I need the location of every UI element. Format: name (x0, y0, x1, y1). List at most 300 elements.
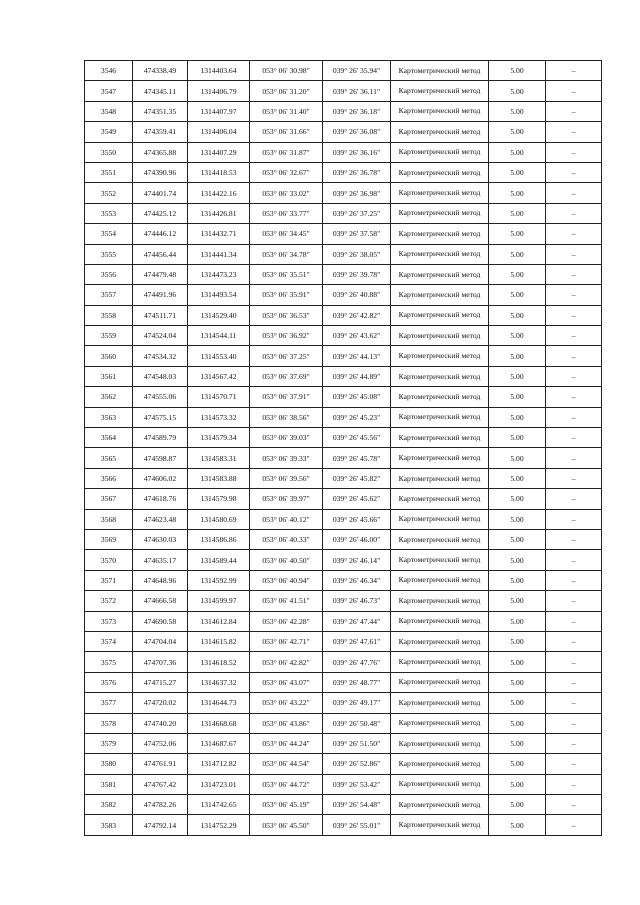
accuracy-cell: 5.00 (489, 407, 546, 427)
method-cell: Картометрический метод (391, 652, 489, 672)
description-cell: – (546, 244, 602, 264)
x-coordinate-cell: 474575.15 (133, 407, 188, 427)
method-cell: Картометрический метод (391, 224, 489, 244)
latitude-cell: 053° 06' 43.86" (250, 713, 323, 733)
latitude-cell: 053° 06' 40.33" (250, 529, 323, 549)
x-coordinate-cell: 474446.12 (133, 224, 188, 244)
longitude-cell: 039° 26' 37.58" (323, 224, 391, 244)
method-cell: Картометрический метод (391, 428, 489, 448)
table-row (85, 326, 602, 346)
point-number-cell: 3581 (85, 774, 133, 794)
description-cell: – (546, 448, 602, 468)
table-row (85, 448, 602, 468)
longitude-cell: 039° 26' 36.78" (323, 162, 391, 182)
latitude-cell: 053° 06' 40.12" (250, 509, 323, 529)
longitude-cell: 039° 26' 44.13" (323, 346, 391, 366)
accuracy-cell: 5.00 (489, 203, 546, 223)
table-row (85, 101, 602, 121)
y-coordinate-cell: 1314583.31 (188, 448, 250, 468)
longitude-cell: 039° 26' 54.48" (323, 795, 391, 815)
accuracy-cell: 5.00 (489, 529, 546, 549)
longitude-cell: 039° 26' 44.89" (323, 366, 391, 386)
point-number-cell: 3580 (85, 754, 133, 774)
x-coordinate-cell: 474792.14 (133, 815, 188, 835)
point-number-cell: 3558 (85, 305, 133, 325)
point-number-cell: 3583 (85, 815, 133, 835)
accuracy-cell: 5.00 (489, 285, 546, 305)
table-row (85, 387, 602, 407)
description-cell: – (546, 387, 602, 407)
table-row (85, 652, 602, 672)
method-cell: Картометрический метод (391, 81, 489, 101)
longitude-cell: 039° 26' 46.14" (323, 550, 391, 570)
description-cell: – (546, 591, 602, 611)
longitude-cell: 039° 26' 50.48" (323, 713, 391, 733)
point-number-cell: 3562 (85, 387, 133, 407)
longitude-cell: 039° 26' 51.50" (323, 733, 391, 753)
latitude-cell: 053° 06' 34.45" (250, 224, 323, 244)
point-number-cell: 3575 (85, 652, 133, 672)
point-number-cell: 3560 (85, 346, 133, 366)
description-cell: – (546, 81, 602, 101)
method-cell: Картометрический метод (391, 570, 489, 590)
method-cell: Картометрический метод (391, 550, 489, 570)
longitude-cell: 039° 26' 45.23" (323, 407, 391, 427)
point-number-cell: 3551 (85, 162, 133, 182)
longitude-cell: 039° 26' 48.77" (323, 672, 391, 692)
x-coordinate-cell: 474390.96 (133, 162, 188, 182)
x-coordinate-cell: 474548.03 (133, 366, 188, 386)
latitude-cell: 053° 06' 39.56" (250, 468, 323, 488)
table-row (85, 693, 602, 713)
table-row (85, 142, 602, 162)
x-coordinate-cell: 474524.04 (133, 326, 188, 346)
x-coordinate-cell: 474456.44 (133, 244, 188, 264)
method-cell: Картометрический метод (391, 305, 489, 325)
longitude-cell: 039° 26' 45.78" (323, 448, 391, 468)
accuracy-cell: 5.00 (489, 795, 546, 815)
y-coordinate-cell: 1314752.29 (188, 815, 250, 835)
x-coordinate-cell: 474338.49 (133, 61, 188, 81)
method-cell: Картометрический метод (391, 509, 489, 529)
latitude-cell: 053° 06' 42.82" (250, 652, 323, 672)
latitude-cell: 053° 06' 37.69" (250, 366, 323, 386)
x-coordinate-cell: 474720.02 (133, 693, 188, 713)
table-row (85, 203, 602, 223)
description-cell: – (546, 224, 602, 244)
table-row (85, 407, 602, 427)
accuracy-cell: 5.00 (489, 448, 546, 468)
latitude-cell: 053° 06' 31.87" (250, 142, 323, 162)
accuracy-cell: 5.00 (489, 305, 546, 325)
y-coordinate-cell: 1314422.16 (188, 183, 250, 203)
accuracy-cell: 5.00 (489, 468, 546, 488)
longitude-cell: 039° 26' 46.34" (323, 570, 391, 590)
longitude-cell: 039° 26' 43.62" (323, 326, 391, 346)
longitude-cell: 039° 26' 45.66" (323, 509, 391, 529)
description-cell: – (546, 264, 602, 284)
latitude-cell: 053° 06' 44.72" (250, 774, 323, 794)
method-cell: Картометрический метод (391, 183, 489, 203)
latitude-cell: 053° 06' 44.54" (250, 754, 323, 774)
latitude-cell: 053° 06' 35.51" (250, 264, 323, 284)
y-coordinate-cell: 1314618.52 (188, 652, 250, 672)
x-coordinate-cell: 474365.88 (133, 142, 188, 162)
x-coordinate-cell: 474598.87 (133, 448, 188, 468)
y-coordinate-cell: 1314615.82 (188, 631, 250, 651)
y-coordinate-cell: 1314723.01 (188, 774, 250, 794)
y-coordinate-cell: 1314579.98 (188, 489, 250, 509)
method-cell: Картометрический метод (391, 285, 489, 305)
y-coordinate-cell: 1314407.97 (188, 101, 250, 121)
point-number-cell: 3557 (85, 285, 133, 305)
longitude-cell: 039° 26' 38.05" (323, 244, 391, 264)
accuracy-cell: 5.00 (489, 122, 546, 142)
table-body (85, 61, 602, 836)
longitude-cell: 039° 26' 40.88" (323, 285, 391, 305)
description-cell: – (546, 305, 602, 325)
accuracy-cell: 5.00 (489, 61, 546, 81)
longitude-cell: 039° 26' 46.73" (323, 591, 391, 611)
x-coordinate-cell: 474704.04 (133, 631, 188, 651)
point-number-cell: 3574 (85, 631, 133, 651)
accuracy-cell: 5.00 (489, 693, 546, 713)
longitude-cell: 039° 26' 47.44" (323, 611, 391, 631)
latitude-cell: 053° 06' 37.91" (250, 387, 323, 407)
latitude-cell: 053° 06' 40.50" (250, 550, 323, 570)
y-coordinate-cell: 1314406.04 (188, 122, 250, 142)
point-number-cell: 3576 (85, 672, 133, 692)
method-cell: Картометрический метод (391, 754, 489, 774)
table-row (85, 713, 602, 733)
y-coordinate-cell: 1314589.44 (188, 550, 250, 570)
point-number-cell: 3548 (85, 101, 133, 121)
y-coordinate-cell: 1314544.11 (188, 326, 250, 346)
latitude-cell: 053° 06' 39.33" (250, 448, 323, 468)
accuracy-cell: 5.00 (489, 774, 546, 794)
description-cell: – (546, 61, 602, 81)
description-cell: – (546, 550, 602, 570)
latitude-cell: 053° 06' 45.50" (250, 815, 323, 835)
table-row (85, 122, 602, 142)
y-coordinate-cell: 1314583.88 (188, 468, 250, 488)
point-number-cell: 3571 (85, 570, 133, 590)
point-number-cell: 3561 (85, 366, 133, 386)
x-coordinate-cell: 474555.06 (133, 387, 188, 407)
method-cell: Картометрический метод (391, 407, 489, 427)
longitude-cell: 039° 26' 45.62" (323, 489, 391, 509)
method-cell: Картометрический метод (391, 591, 489, 611)
longitude-cell: 039° 26' 36.08" (323, 122, 391, 142)
point-number-cell: 3553 (85, 203, 133, 223)
description-cell: – (546, 570, 602, 590)
method-cell: Картометрический метод (391, 468, 489, 488)
longitude-cell: 039° 26' 42.82" (323, 305, 391, 325)
latitude-cell: 053° 06' 31.66" (250, 122, 323, 142)
description-cell: – (546, 693, 602, 713)
x-coordinate-cell: 474752.06 (133, 733, 188, 753)
accuracy-cell: 5.00 (489, 591, 546, 611)
x-coordinate-cell: 474782.26 (133, 795, 188, 815)
longitude-cell: 039° 26' 55.01" (323, 815, 391, 835)
accuracy-cell: 5.00 (489, 815, 546, 835)
table-row (85, 489, 602, 509)
point-number-cell: 3582 (85, 795, 133, 815)
accuracy-cell: 5.00 (489, 366, 546, 386)
table-row (85, 285, 602, 305)
y-coordinate-cell: 1314529.40 (188, 305, 250, 325)
method-cell: Картометрический метод (391, 672, 489, 692)
x-coordinate-cell: 474351.35 (133, 101, 188, 121)
latitude-cell: 053° 06' 39.97" (250, 489, 323, 509)
point-number-cell: 3565 (85, 448, 133, 468)
x-coordinate-cell: 474589.79 (133, 428, 188, 448)
description-cell: – (546, 183, 602, 203)
y-coordinate-cell: 1314579.34 (188, 428, 250, 448)
latitude-cell: 053° 06' 41.51" (250, 591, 323, 611)
latitude-cell: 053° 06' 31.40" (250, 101, 323, 121)
method-cell: Картометрический метод (391, 162, 489, 182)
x-coordinate-cell: 474491.96 (133, 285, 188, 305)
y-coordinate-cell: 1314599.97 (188, 591, 250, 611)
method-cell: Картометрический метод (391, 693, 489, 713)
table-row (85, 224, 602, 244)
x-coordinate-cell: 474345.11 (133, 81, 188, 101)
latitude-cell: 053° 06' 40.94" (250, 570, 323, 590)
y-coordinate-cell: 1314403.64 (188, 61, 250, 81)
x-coordinate-cell: 474359.41 (133, 122, 188, 142)
x-coordinate-cell: 474425.12 (133, 203, 188, 223)
y-coordinate-cell: 1314473.23 (188, 264, 250, 284)
method-cell: Картометрический метод (391, 448, 489, 468)
y-coordinate-cell: 1314586.86 (188, 529, 250, 549)
point-number-cell: 3567 (85, 489, 133, 509)
table-row (85, 733, 602, 753)
longitude-cell: 039° 26' 36.11" (323, 81, 391, 101)
accuracy-cell: 5.00 (489, 244, 546, 264)
y-coordinate-cell: 1314407.29 (188, 142, 250, 162)
y-coordinate-cell: 1314612.84 (188, 611, 250, 631)
latitude-cell: 053° 06' 36.53" (250, 305, 323, 325)
longitude-cell: 039° 26' 35.94" (323, 61, 391, 81)
table-row (85, 529, 602, 549)
y-coordinate-cell: 1314637.32 (188, 672, 250, 692)
y-coordinate-cell: 1314426.81 (188, 203, 250, 223)
y-coordinate-cell: 1314592.99 (188, 570, 250, 590)
method-cell: Картометрический метод (391, 774, 489, 794)
x-coordinate-cell: 474761.91 (133, 754, 188, 774)
y-coordinate-cell: 1314441.34 (188, 244, 250, 264)
longitude-cell: 039° 26' 47.61" (323, 631, 391, 651)
method-cell: Картометрический метод (391, 366, 489, 386)
table-row (85, 631, 602, 651)
y-coordinate-cell: 1314553.40 (188, 346, 250, 366)
description-cell: – (546, 346, 602, 366)
description-cell: – (546, 733, 602, 753)
latitude-cell: 053° 06' 31.20" (250, 81, 323, 101)
method-cell: Картометрический метод (391, 264, 489, 284)
x-coordinate-cell: 474401.74 (133, 183, 188, 203)
latitude-cell: 053° 06' 33.02" (250, 183, 323, 203)
point-number-cell: 3578 (85, 713, 133, 733)
table-row (85, 61, 602, 81)
coordinates-table (84, 60, 602, 836)
method-cell: Картометрический метод (391, 326, 489, 346)
longitude-cell: 039° 26' 47.76" (323, 652, 391, 672)
point-number-cell: 3552 (85, 183, 133, 203)
accuracy-cell: 5.00 (489, 713, 546, 733)
description-cell: – (546, 122, 602, 142)
latitude-cell: 053° 06' 38.56" (250, 407, 323, 427)
x-coordinate-cell: 474623.48 (133, 509, 188, 529)
table-row (85, 183, 602, 203)
point-number-cell: 3563 (85, 407, 133, 427)
longitude-cell: 039° 26' 36.16" (323, 142, 391, 162)
longitude-cell: 039° 26' 46.00" (323, 529, 391, 549)
point-number-cell: 3573 (85, 611, 133, 631)
method-cell: Картометрический метод (391, 203, 489, 223)
latitude-cell: 053° 06' 35.91" (250, 285, 323, 305)
longitude-cell: 039° 26' 36.98" (323, 183, 391, 203)
accuracy-cell: 5.00 (489, 81, 546, 101)
description-cell: – (546, 795, 602, 815)
accuracy-cell: 5.00 (489, 570, 546, 590)
point-number-cell: 3554 (85, 224, 133, 244)
y-coordinate-cell: 1314573.32 (188, 407, 250, 427)
point-number-cell: 3550 (85, 142, 133, 162)
description-cell: – (546, 326, 602, 346)
description-cell: – (546, 631, 602, 651)
description-cell: – (546, 407, 602, 427)
y-coordinate-cell: 1314406.79 (188, 81, 250, 101)
table-row (85, 509, 602, 529)
latitude-cell: 053° 06' 36.92" (250, 326, 323, 346)
table-row (85, 550, 602, 570)
latitude-cell: 053° 06' 30.98" (250, 61, 323, 81)
y-coordinate-cell: 1314742.65 (188, 795, 250, 815)
point-number-cell: 3566 (85, 468, 133, 488)
accuracy-cell: 5.00 (489, 652, 546, 672)
table-row (85, 162, 602, 182)
y-coordinate-cell: 1314644.73 (188, 693, 250, 713)
table-row (85, 774, 602, 794)
x-coordinate-cell: 474635.17 (133, 550, 188, 570)
x-coordinate-cell: 474715.27 (133, 672, 188, 692)
accuracy-cell: 5.00 (489, 611, 546, 631)
longitude-cell: 039° 26' 45.82" (323, 468, 391, 488)
longitude-cell: 039° 26' 45.56" (323, 428, 391, 448)
accuracy-cell: 5.00 (489, 428, 546, 448)
x-coordinate-cell: 474606.02 (133, 468, 188, 488)
description-cell: – (546, 203, 602, 223)
accuracy-cell: 5.00 (489, 631, 546, 651)
x-coordinate-cell: 474479.48 (133, 264, 188, 284)
y-coordinate-cell: 1314493.54 (188, 285, 250, 305)
x-coordinate-cell: 474511.71 (133, 305, 188, 325)
table-row (85, 244, 602, 264)
method-cell: Картометрический метод (391, 101, 489, 121)
table-row (85, 346, 602, 366)
method-cell: Картометрический метод (391, 815, 489, 835)
method-cell: Картометрический метод (391, 529, 489, 549)
latitude-cell: 053° 06' 37.25" (250, 346, 323, 366)
point-number-cell: 3546 (85, 61, 133, 81)
method-cell: Картометрический метод (391, 142, 489, 162)
method-cell: Картометрический метод (391, 122, 489, 142)
point-number-cell: 3556 (85, 264, 133, 284)
accuracy-cell: 5.00 (489, 224, 546, 244)
latitude-cell: 053° 06' 33.77" (250, 203, 323, 223)
y-coordinate-cell: 1314567.42 (188, 366, 250, 386)
accuracy-cell: 5.00 (489, 101, 546, 121)
method-cell: Картометрический метод (391, 795, 489, 815)
point-number-cell: 3570 (85, 550, 133, 570)
method-cell: Картометрический метод (391, 631, 489, 651)
accuracy-cell: 5.00 (489, 162, 546, 182)
table-row (85, 81, 602, 101)
description-cell: – (546, 101, 602, 121)
method-cell: Картометрический метод (391, 346, 489, 366)
table-row (85, 611, 602, 631)
point-number-cell: 3579 (85, 733, 133, 753)
table-row (85, 305, 602, 325)
description-cell: – (546, 754, 602, 774)
table-row (85, 672, 602, 692)
y-coordinate-cell: 1314580.69 (188, 509, 250, 529)
method-cell: Картометрический метод (391, 244, 489, 264)
point-number-cell: 3547 (85, 81, 133, 101)
x-coordinate-cell: 474630.03 (133, 529, 188, 549)
latitude-cell: 053° 06' 34.78" (250, 244, 323, 264)
accuracy-cell: 5.00 (489, 387, 546, 407)
x-coordinate-cell: 474707.36 (133, 652, 188, 672)
point-number-cell: 3572 (85, 591, 133, 611)
table-row (85, 264, 602, 284)
table-row (85, 428, 602, 448)
point-number-cell: 3549 (85, 122, 133, 142)
description-cell: – (546, 672, 602, 692)
description-cell: – (546, 815, 602, 835)
table-row (85, 591, 602, 611)
table-row (85, 468, 602, 488)
description-cell: – (546, 611, 602, 631)
accuracy-cell: 5.00 (489, 326, 546, 346)
description-cell: – (546, 428, 602, 448)
x-coordinate-cell: 474666.58 (133, 591, 188, 611)
x-coordinate-cell: 474690.58 (133, 611, 188, 631)
latitude-cell: 053° 06' 42.28" (250, 611, 323, 631)
longitude-cell: 039° 26' 52.86" (323, 754, 391, 774)
latitude-cell: 053° 06' 43.22" (250, 693, 323, 713)
description-cell: – (546, 774, 602, 794)
accuracy-cell: 5.00 (489, 346, 546, 366)
table-row (85, 366, 602, 386)
latitude-cell: 053° 06' 42.71" (250, 631, 323, 651)
method-cell: Картометрический метод (391, 387, 489, 407)
x-coordinate-cell: 474740.20 (133, 713, 188, 733)
point-number-cell: 3555 (85, 244, 133, 264)
y-coordinate-cell: 1314668.68 (188, 713, 250, 733)
point-number-cell: 3568 (85, 509, 133, 529)
y-coordinate-cell: 1314712.82 (188, 754, 250, 774)
y-coordinate-cell: 1314432.71 (188, 224, 250, 244)
longitude-cell: 039° 26' 37.25" (323, 203, 391, 223)
table-row (85, 754, 602, 774)
latitude-cell: 053° 06' 32.67" (250, 162, 323, 182)
description-cell: – (546, 713, 602, 733)
y-coordinate-cell: 1314687.67 (188, 733, 250, 753)
x-coordinate-cell: 474534.32 (133, 346, 188, 366)
